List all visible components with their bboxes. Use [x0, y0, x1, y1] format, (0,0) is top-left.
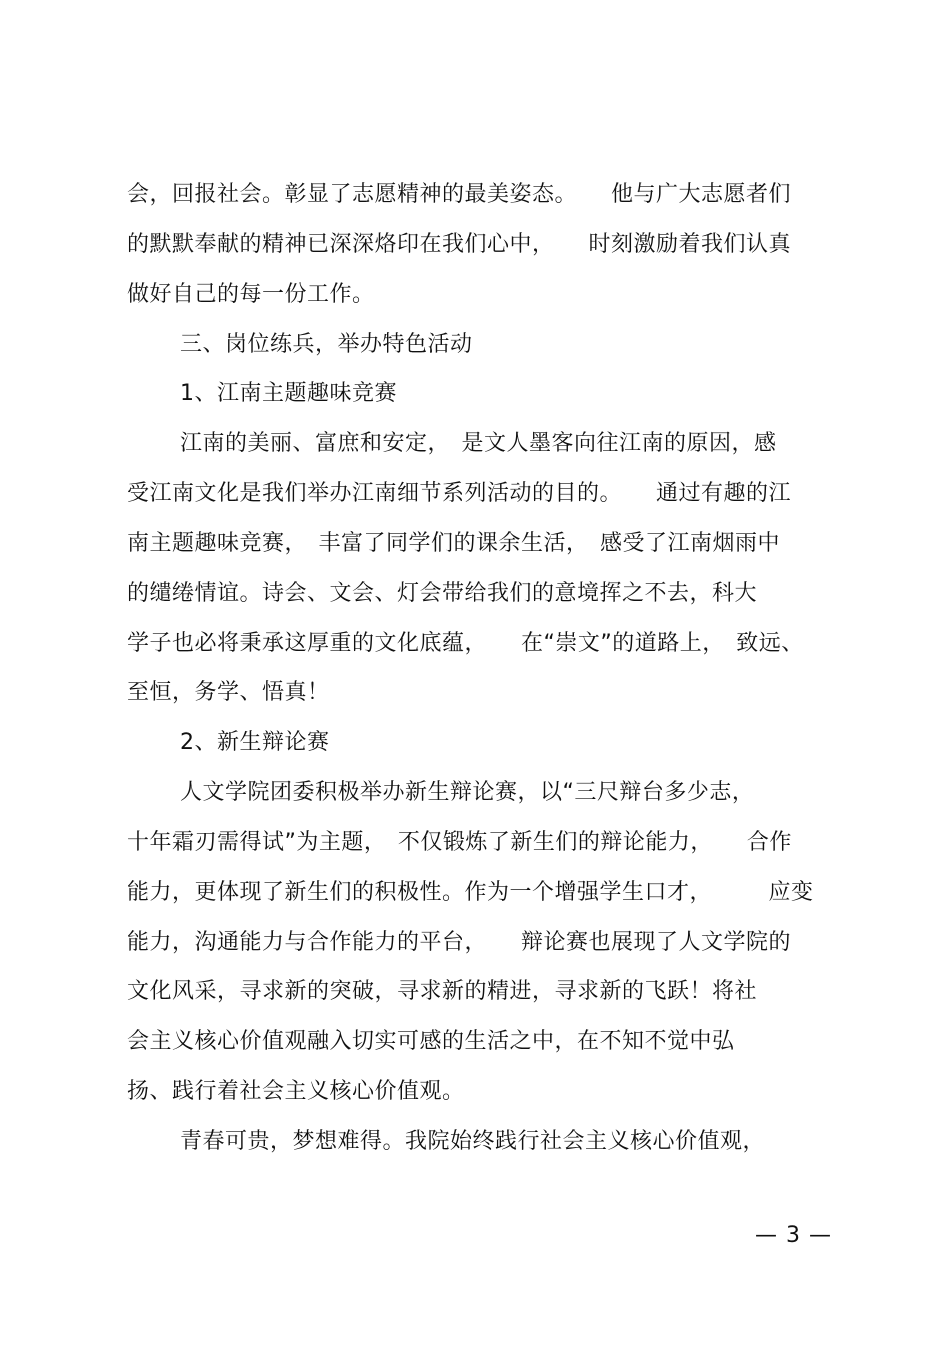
paragraph-line: 人文学院团委积极举办新生辩论赛，以“三尺辩台多少志，	[180, 780, 755, 805]
subsection-heading: 2、新生辩论赛	[180, 730, 330, 755]
paragraph-line: 会主义核心价值观融入切实可感的生活之中，在不知不觉中弘	[127, 1029, 735, 1054]
paragraph-line: 会，回报社会。彰显了志愿精神的最美姿态。 他与广大志愿者们	[127, 182, 792, 207]
page-number: — 3 —	[755, 1223, 832, 1248]
paragraph-line: 南主题趣味竞赛， 丰富了同学们的课余生活， 感受了江南烟雨中	[127, 531, 781, 556]
subsection-heading: 1、江南主题趣味竞赛	[180, 381, 397, 406]
paragraph-line: 扬、践行着社会主义核心价值观。	[127, 1079, 465, 1104]
paragraph-line: 受江南文化是我们举办江南细节系列活动的目的。 通过有趣的江	[127, 481, 792, 506]
paragraph-line: 做好自己的每一份工作。	[127, 282, 375, 307]
paragraph-line: 的缱绻情谊。诗会、文会、灯会带给我们的意境挥之不去，科大	[127, 581, 758, 606]
paragraph-line: 至恒，务学、悟真！	[127, 680, 330, 705]
paragraph-line: 江南的美丽、富庶和安定， 是文人墨客向往江南的原因，感	[180, 431, 777, 456]
paragraph-line: 能力，更体现了新生们的积极性。作为一个增强学生口才， 应变	[127, 880, 814, 905]
section-heading: 三、岗位练兵，举办特色活动	[180, 332, 473, 357]
paragraph-line: 文化风采，寻求新的突破，寻求新的精进，寻求新的飞跃！将社	[127, 979, 758, 1004]
paragraph-line: 的默默奉献的精神已深深烙印在我们心中， 时刻激励着我们认真	[127, 232, 792, 257]
paragraph-line: 学子也必将秉承这厚重的文化底蕴， 在“崇文”的道路上， 致远、	[127, 631, 804, 656]
paragraph-line: 十年霜刃需得试”为主题， 不仅锻炼了新生们的辩论能力， 合作	[127, 830, 792, 855]
paragraph-line: 青春可贵，梦想难得。我院始终践行社会主义核心价值观，	[180, 1129, 766, 1154]
paragraph-line: 能力，沟通能力与合作能力的平台， 辩论赛也展现了人文学院的	[127, 930, 792, 955]
